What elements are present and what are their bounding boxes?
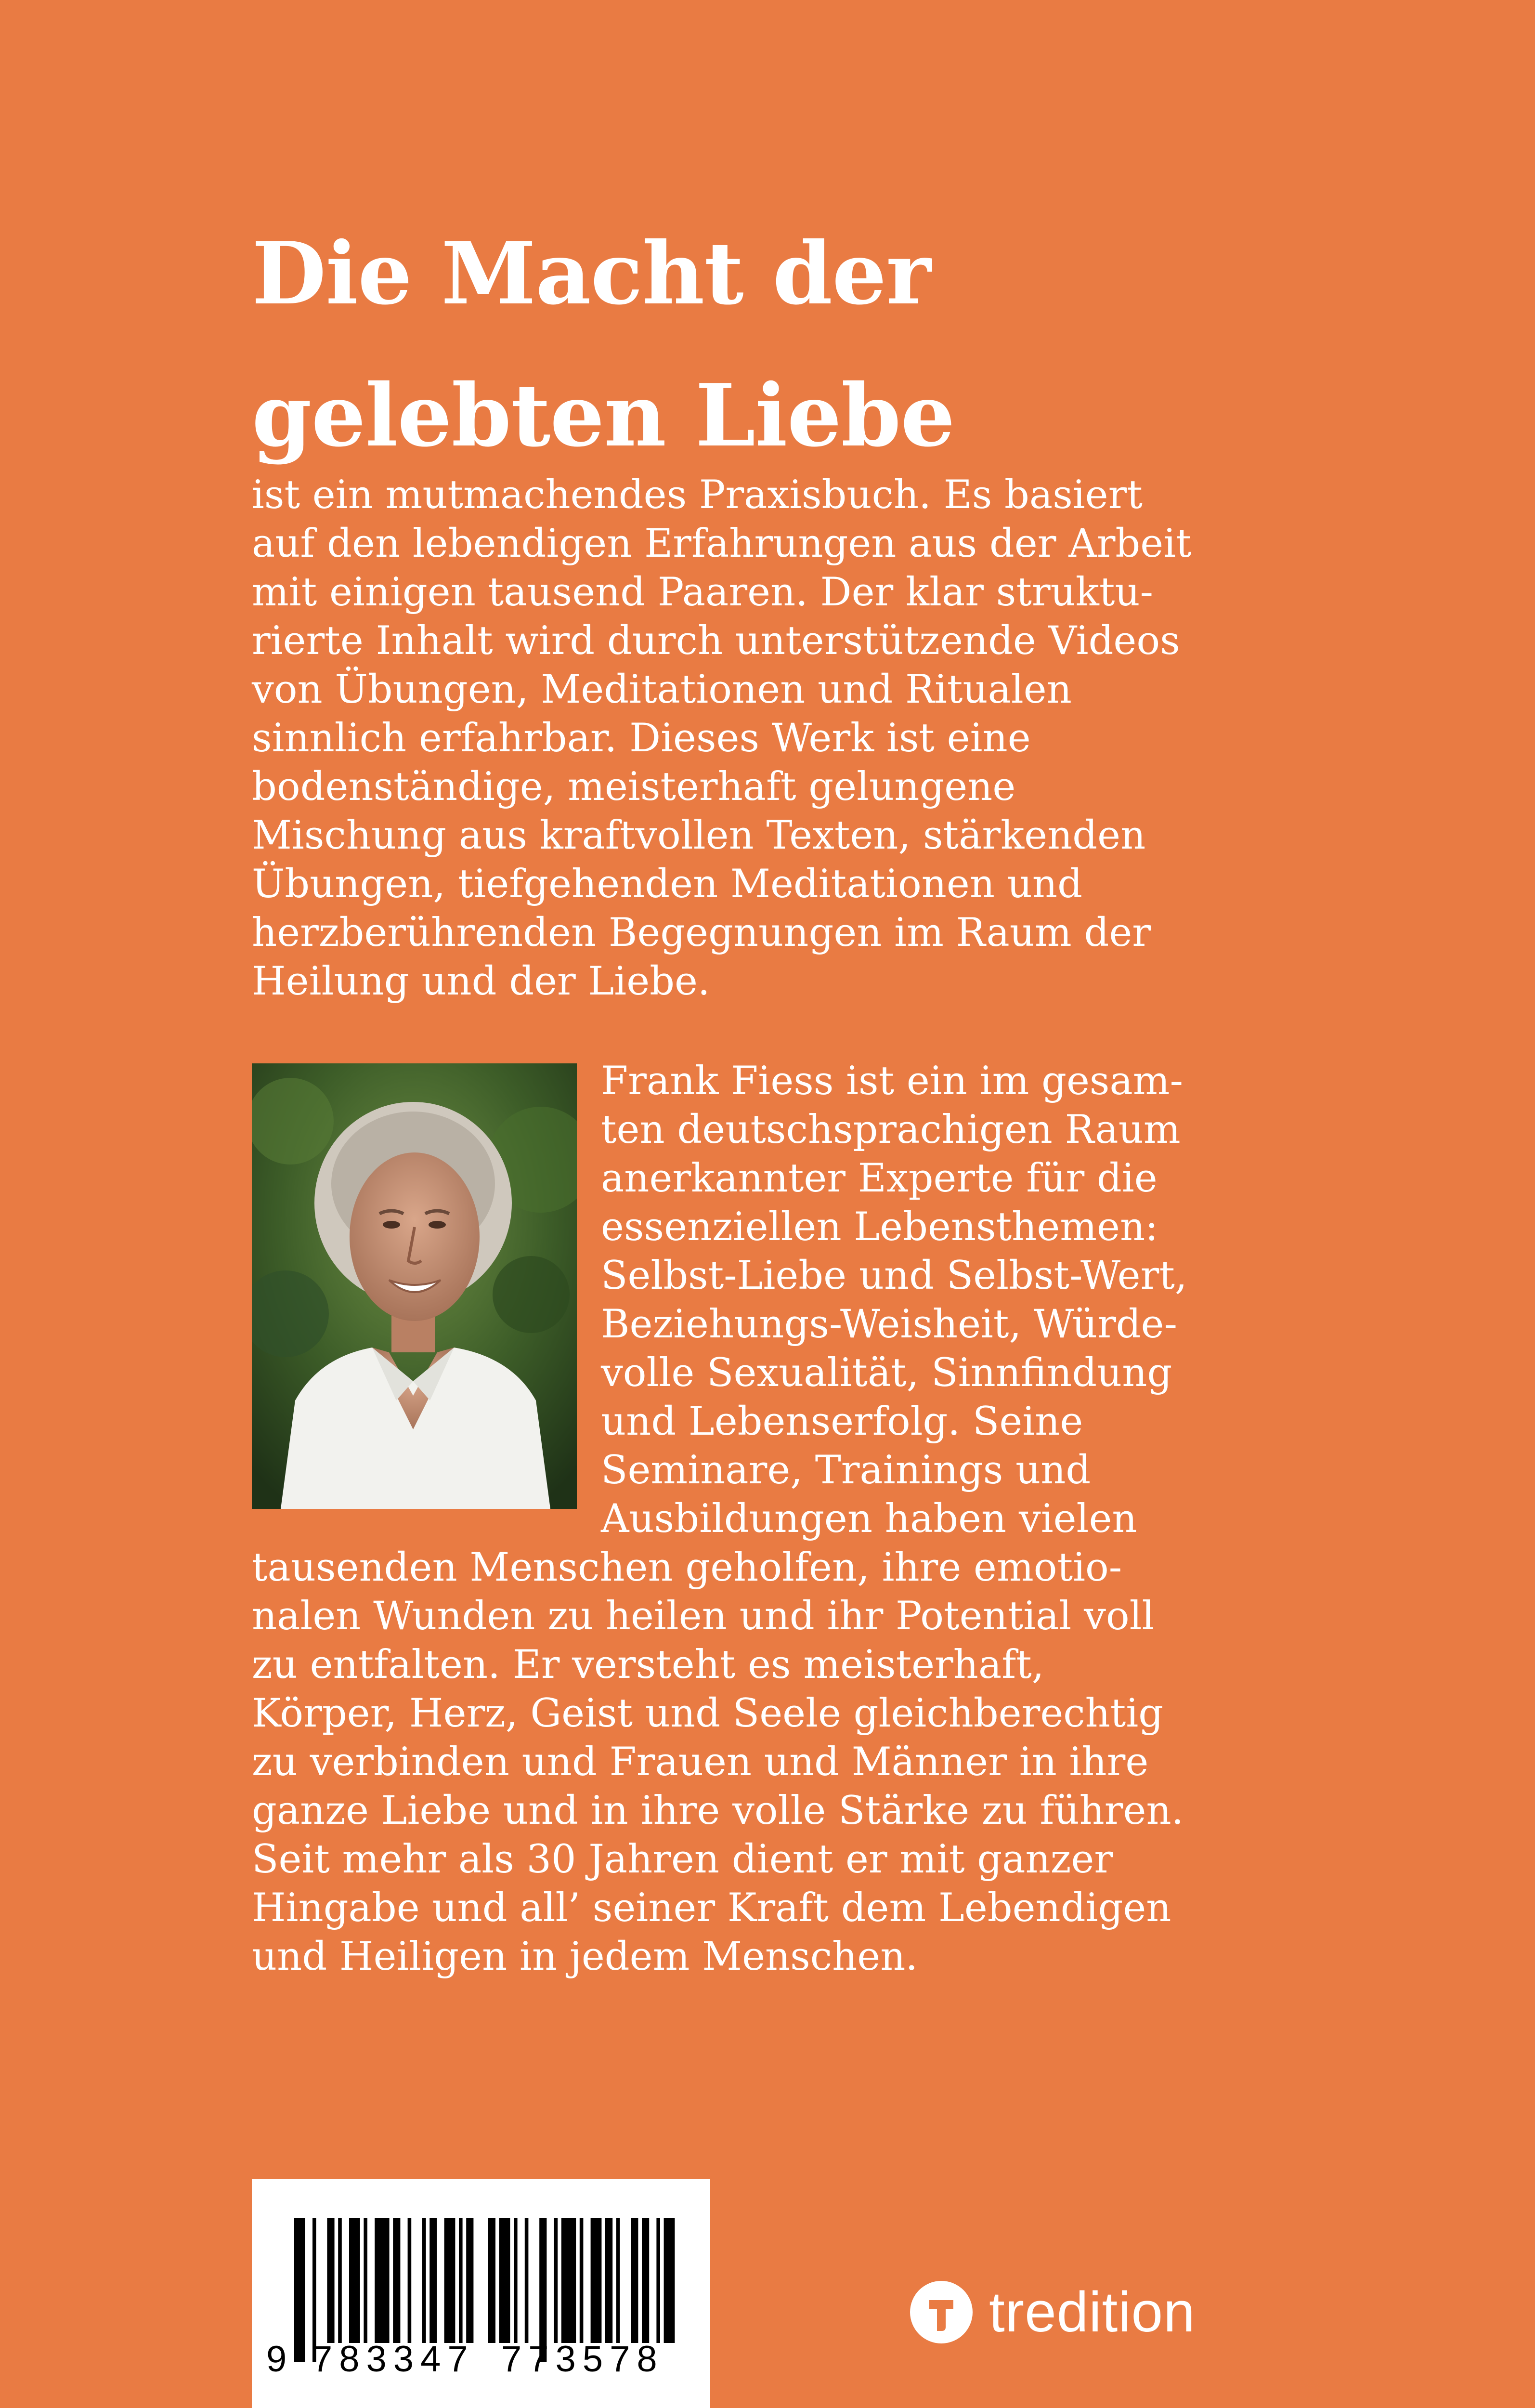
publisher-logo bbox=[910, 2281, 1196, 2343]
bio-line: und Heiligen in jedem Menschen. bbox=[252, 1934, 918, 1979]
blurb-line: von Übungen, Meditationen und Ritualen bbox=[252, 667, 1072, 712]
publisher-name: tredition bbox=[989, 2280, 1196, 2344]
blurb-line: Mischung aus kraftvollen Texten, stärkenden bbox=[252, 813, 1146, 858]
barcode-digit-first: 9 bbox=[266, 2339, 287, 2380]
blurb-line: herzberührenden Begegnungen im Raum der bbox=[252, 910, 1151, 955]
bio-line: essenziellen Lebensthemen: bbox=[601, 1204, 1158, 1250]
bio-line: Seit mehr als 30 Jahren dient er mit ganzer bbox=[252, 1837, 1113, 1882]
bio-line: Körper, Herz, Geist und Seele gleichberechtig bbox=[252, 1691, 1164, 1736]
barcode-digit-group-2: 773578 bbox=[501, 2339, 664, 2380]
bio-line: nalen Wunden zu heilen und ihr Potential voll bbox=[252, 1594, 1155, 1639]
bio-line: und Lebenserfolg. Seine bbox=[601, 1399, 1083, 1444]
book-title bbox=[252, 202, 1311, 486]
blurb-line: sinnlich erfahrbar. Dieses Werk ist eine bbox=[252, 716, 1031, 761]
isbn-barcode bbox=[252, 2179, 710, 2408]
book-blurb bbox=[252, 471, 1287, 1006]
blurb-line: Heilung und der Liebe. bbox=[252, 959, 710, 1004]
blurb-line: bodenständige, meisterhaft gelungene bbox=[252, 764, 1016, 810]
bio-line: anerkannter Experte für die bbox=[601, 1156, 1158, 1201]
bio-line: ten deutschsprachigen Raum bbox=[601, 1107, 1181, 1152]
blurb-line: mit einigen tausend Paaren. Der klar struktu- bbox=[252, 570, 1153, 615]
bio-line: zu entfalten. Er versteht es meisterhaft, bbox=[252, 1642, 1044, 1688]
bio-line: zu verbinden und Frauen und Männer in ihre bbox=[252, 1740, 1149, 1785]
bio-line: volle Sexualität, Sinnfindung bbox=[601, 1350, 1172, 1396]
blurb-line: Übungen, tiefgehenden Meditationen und bbox=[252, 862, 1082, 907]
title-line: Die Macht der bbox=[252, 223, 931, 324]
bio-line: ganze Liebe und in ihre volle Stärke zu führen. bbox=[252, 1788, 1184, 1833]
tredition-logo-icon bbox=[910, 2281, 973, 2343]
title-line: gelebten Liebe bbox=[252, 365, 955, 466]
bio-line: Seminare, Trainings und bbox=[601, 1448, 1091, 1493]
bio-line: Beziehungs-Weisheit, Würde- bbox=[601, 1302, 1177, 1347]
bio-line: tausenden Menschen geholfen, ihre emotio- bbox=[252, 1545, 1122, 1590]
bio-line: Ausbildungen haben vielen bbox=[601, 1496, 1137, 1542]
blurb-line: auf den lebendigen Erfahrungen aus der Arbeit bbox=[252, 521, 1192, 566]
bio-line: Hingabe und all’ seiner Kraft dem Lebendigen bbox=[252, 1885, 1171, 1931]
blurb-line: ist ein mutmachendes Praxisbuch. Es basiert bbox=[252, 472, 1143, 518]
bio-line: Frank Fiess ist ein im gesam- bbox=[601, 1059, 1183, 1104]
barcode-digit-group-1: 783347 bbox=[312, 2339, 475, 2380]
barcode-digits bbox=[252, 2179, 710, 2408]
author-bio bbox=[252, 1057, 1287, 1981]
bio-line: Selbst-Liebe und Selbst-Wert, bbox=[601, 1253, 1187, 1298]
blurb-line: rierte Inhalt wird durch unterstützende Videos bbox=[252, 618, 1180, 664]
